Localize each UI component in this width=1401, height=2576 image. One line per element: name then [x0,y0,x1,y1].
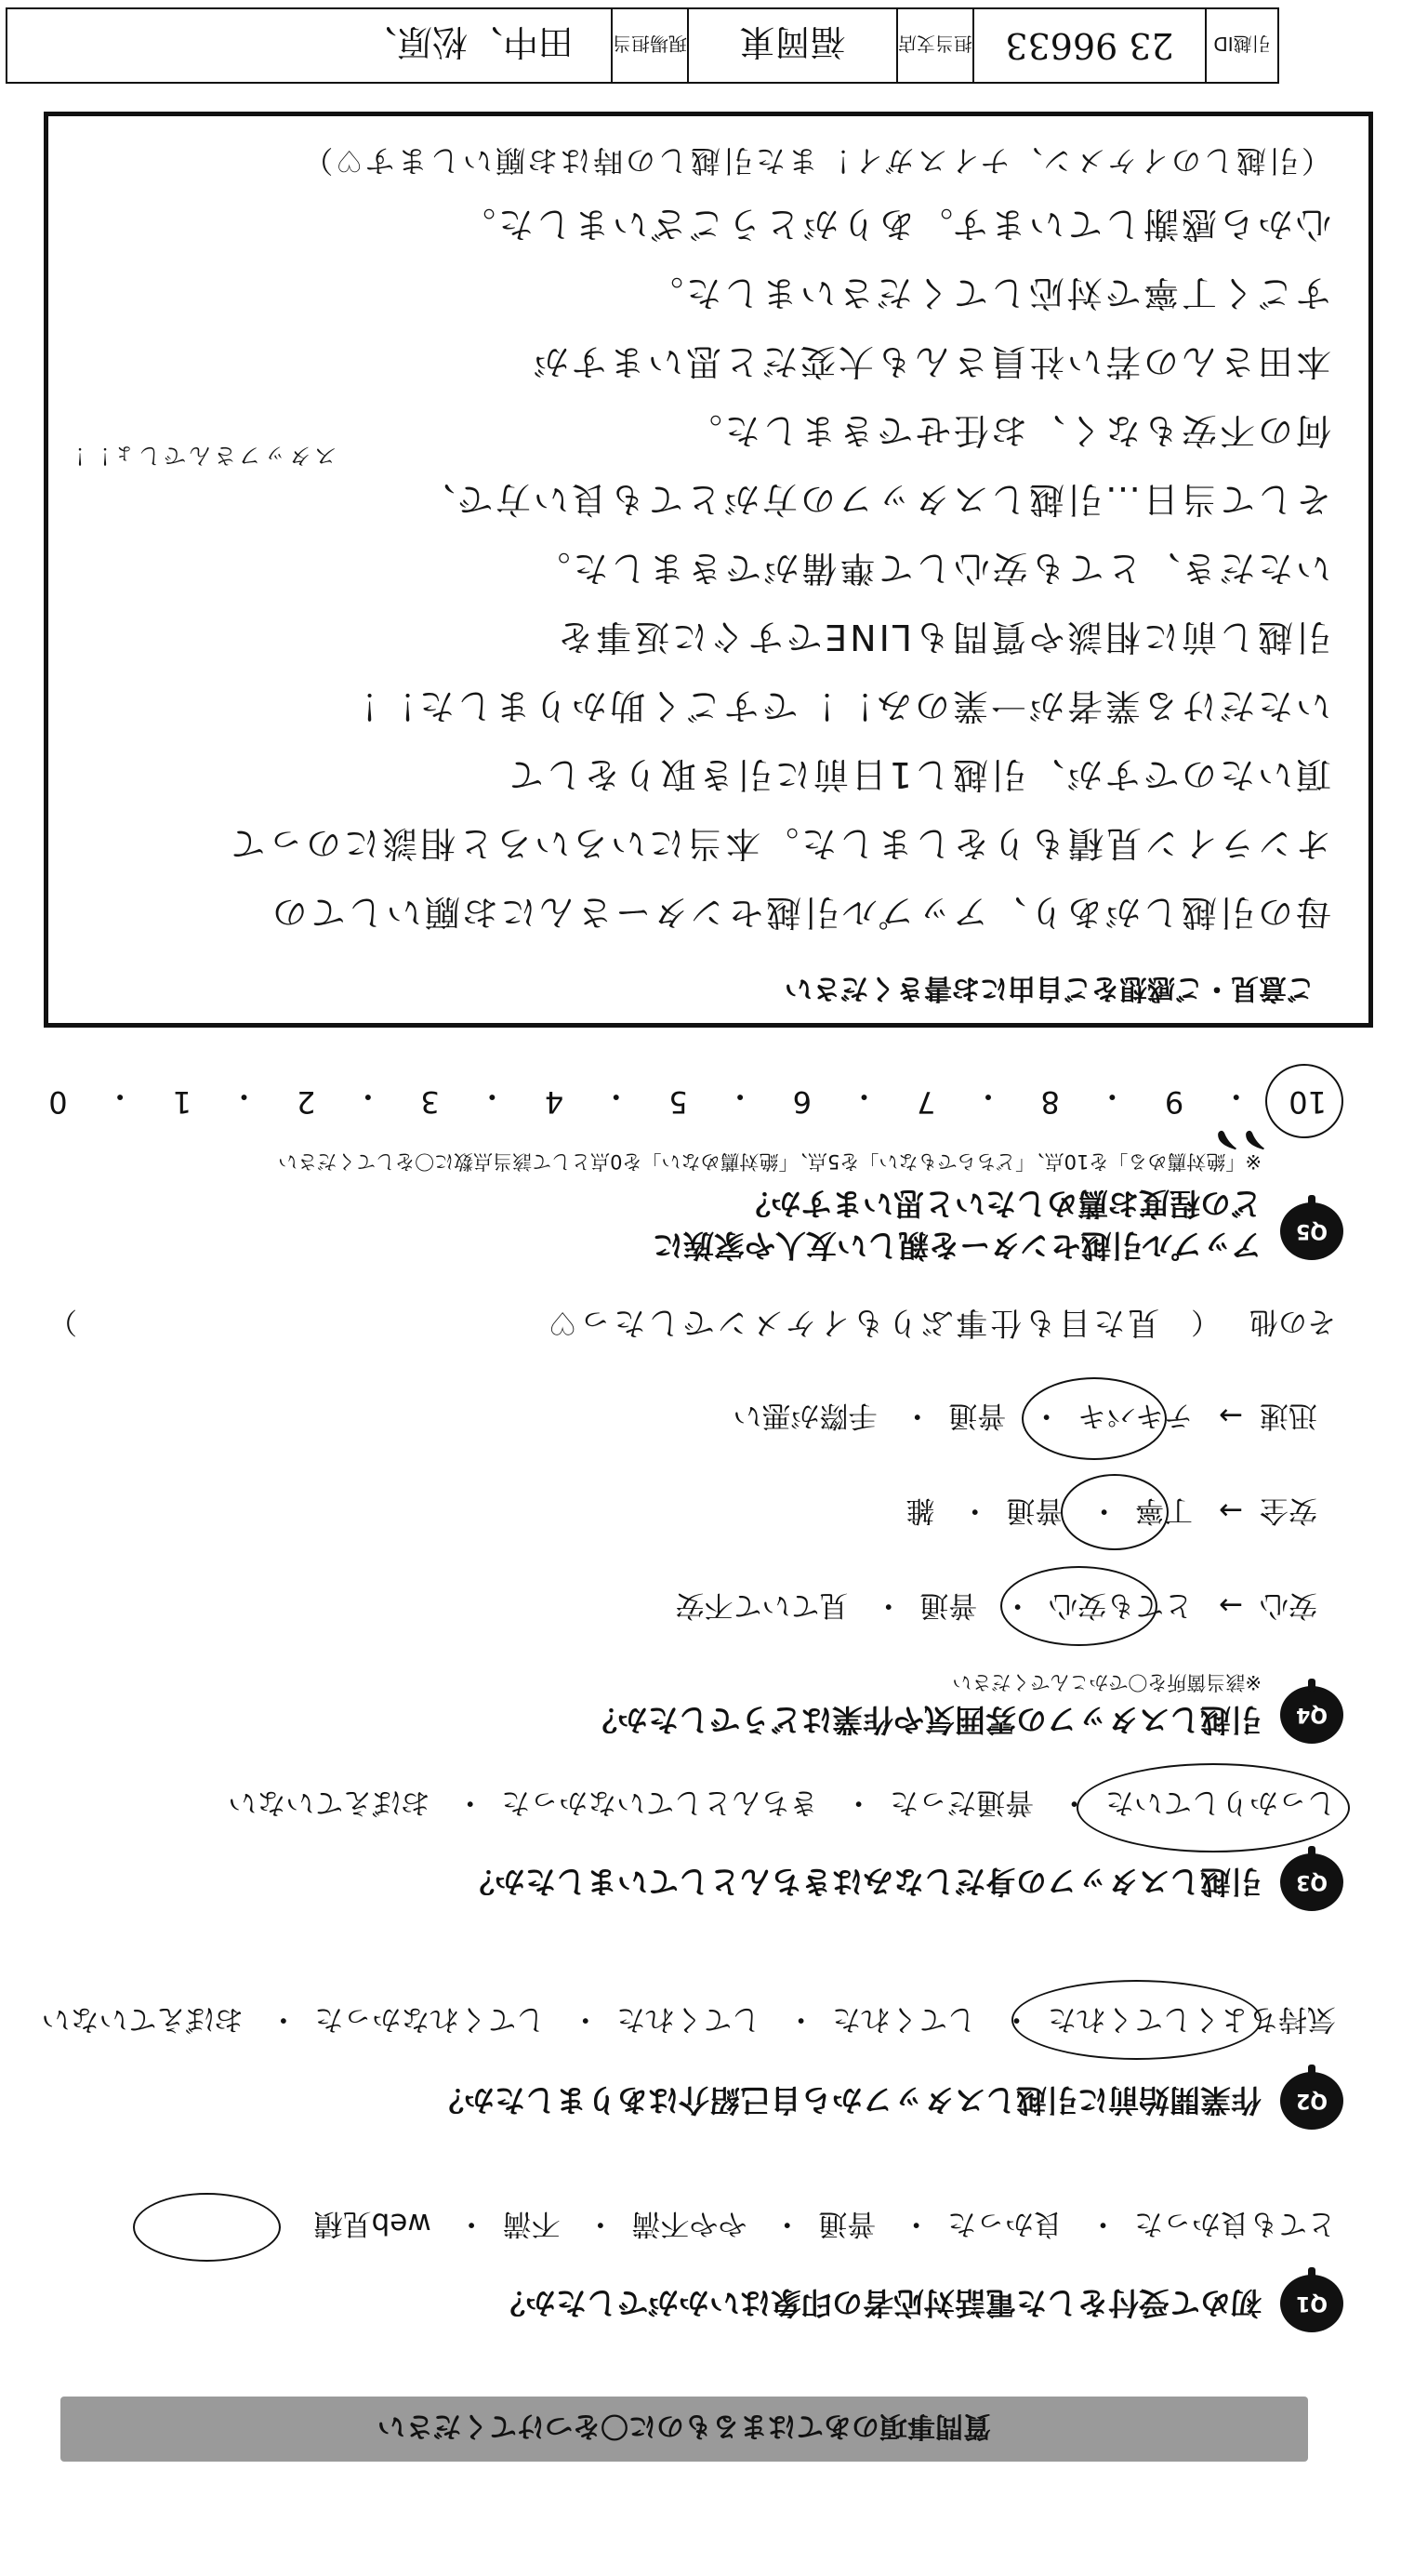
id-label-cell: 引越ID [1205,9,1277,82]
q4-question: 引越しスタッフの雰囲気や作業はどうでしたか？ [587,1702,1262,1738]
comment-title: ご意見・ご感想をご自由にお書きください [785,972,1315,1004]
q2-option: 気持ちよくしてくれた [1048,2002,1336,2036]
q1-option: やや不満 [631,2207,747,2240]
q1-badge-icon: Q1 [1280,2275,1343,2332]
q3-options: しっかりしていた・ 普通だった・ きちんとしていなかった・ おぼえていない [228,1785,1336,1826]
q4-option: とても安心 [1049,1588,1194,1622]
q1-options: とても良かった・ 良かった・ 普通・ やや不満・ 不満・ web見積 [314,2206,1336,2248]
q1-option: 不満 [502,2207,561,2240]
q3-option: おぼえていない [228,1786,430,1819]
q3-option: 普通だった [890,1786,1035,1819]
branch-value-cell: 福岡東 [687,9,896,82]
scale-value: 2 [297,1084,316,1120]
id-value-cell: 23 96633 [972,9,1205,82]
q2-option: してくれた [616,2002,761,2036]
scale-value: 1 [172,1084,192,1120]
q1-option: とても良かった [1134,2207,1336,2240]
scale-value: 6 [792,1084,813,1120]
q5-note: ※「絶対薦める」を10点、「どちらでもない」を5点、「絶対薦めない」を0点として該当点数に〇をしてください [278,1150,1262,1173]
q4-option: 普通 [948,1399,1007,1432]
q4-row-anzen: 安全→ 丁寧・ 普通・ 雑 [905,1493,1317,1534]
scale-value: 4 [544,1084,564,1120]
q1-option: 良かった [947,2207,1064,2240]
comment-box [44,112,1373,1028]
q4-row-anshin: 安心→ とても安心・ 普通・ 見ていて不安 [675,1587,1317,1629]
q4-note: ※該当箇所を〇でかこんでください [952,1671,1262,1693]
team-label-cell: 現場担当 [611,9,687,82]
scale-value: 5 [668,1084,688,1120]
q4-option: 丁寧 [1135,1494,1194,1527]
check-ticks: ﹅﹅ [1213,1122,1269,1155]
q2-option: してくれた [832,2002,977,2036]
q4-badge-icon: Q4 [1280,1686,1343,1744]
q5-question-line1: アップル引越センターを親しい友人や家族に [652,1228,1262,1264]
scale-value: 10 [1289,1084,1327,1120]
scale-value: 8 [1040,1084,1060,1120]
id-table [6,7,1279,84]
scale-value: 9 [1164,1084,1184,1120]
q2-options: 気持ちよくしてくれた・ してくれた・ してくれた・ してくれなかった・ おぼえていない [42,2001,1336,2043]
q4-anshin-answer-circle [1000,1566,1157,1646]
q3-option: しっかりしていた [1105,1786,1336,1819]
branch-label-cell: 担当支店 [896,9,972,82]
comment-line: 本田さんの若い社員さんも大変だと思いますが [530,341,1331,382]
comment-line: 何の不安もなく、お任せできました。 [683,410,1331,451]
q4-other-row: その他 （ 見た目も仕事ぶりもイケメンでしたっ♡ ） [48,1303,1336,1348]
q5-answer-circle [1265,1064,1343,1138]
q4-option: 見ていて不安 [675,1588,849,1622]
comment-line: オンライン見積もりをしました。本当にいろいろと相談にのって [227,823,1331,864]
comment-line: いただき、とても安心して準備ができました。 [532,548,1331,589]
q5-scale: 10 ・ 9 ・ 8 ・ 7 ・ 6 ・ 5 ・ 4 ・ 3 ・ 2 ・ 1 ・ 0 [48,1079,1327,1120]
q3-answer-circle [1077,1763,1350,1852]
q3-question: 引越しスタッフの身だしなみはきちんとしていましたか？ [464,1864,1262,1900]
q4-row-jinsoku: 迅速→ テキパキ・ 普通・ 手際が悪い [733,1398,1317,1440]
q5-badge-icon: Q5 [1280,1202,1343,1260]
q4-anzen-answer-circle [1061,1474,1169,1550]
scale-value: 0 [48,1084,68,1120]
q5-question-line2: どの程度お薦めしたいと思いますか？ [740,1186,1262,1222]
q3-option: きちんとしていなかった [501,1786,819,1819]
survey-instruction-banner [60,2397,1308,2462]
q2-question: 作業開始前に引越しスタッフから自己紹介はありましたか？ [433,2082,1262,2118]
scale-value: 7 [917,1084,936,1120]
q3-badge-icon: Q3 [1280,1853,1343,1911]
comment-line: いただける業者が一業のみ！！ですごく助かりました！！ [339,685,1331,726]
comment-line: そして当日…引越しスタッフの方がとても良い方で、 [416,479,1331,520]
q4-other-handwriting: 見た目も仕事ぶりもイケメンでしたっ♡ [545,1304,1160,1341]
q2-option: してくれなかった [314,2002,546,2036]
q4-option: 普通 [1006,1494,1064,1527]
comment-line: （引越しのイケメン、ナイスガイ！また引越しの時はお願いします♡） [300,143,1331,179]
comment-margin-note: スタッフさんでしょ！！ [60,443,337,469]
instruction-text: 質問事項のあてはまるものに〇をつけてください [377,2410,991,2442]
comment-line: 頂いたのですが、引越し1日前に引き取りをして [505,754,1331,795]
q2-answer-circle [1011,1980,1262,2060]
q4-option: 手際が悪い [733,1399,878,1432]
scale-value: 3 [420,1084,440,1120]
q4-option: 普通 [919,1588,978,1622]
comment-line: すごく丁寧で対応してくださいました。 [644,272,1331,313]
q2-badge-icon: Q2 [1280,2072,1343,2130]
comment-line: 引越し前に相談や質問もLINEですぐに返事を [555,617,1331,657]
comment-line: 母の引越しがあり、アップル引越センターさんにお願いしての [269,892,1331,933]
q4-jinsoku-answer-circle [1022,1377,1167,1460]
q1-option: web見積 [313,2207,431,2240]
comment-line: 心から感謝しています。ありがとうございました。 [457,204,1331,245]
q1-question: 初めて受付をした電話対応者の印象はいかがでしたか？ [495,2285,1262,2321]
q4-option: テキパキ [1077,1399,1194,1432]
team-value-cell: 田中、松原、 [361,21,574,63]
q2-option: おぼえていない [41,2002,244,2036]
q4-option: 雑 [905,1494,935,1527]
q1-answer-circle [133,2193,281,2262]
q1-option: 普通 [818,2207,877,2240]
